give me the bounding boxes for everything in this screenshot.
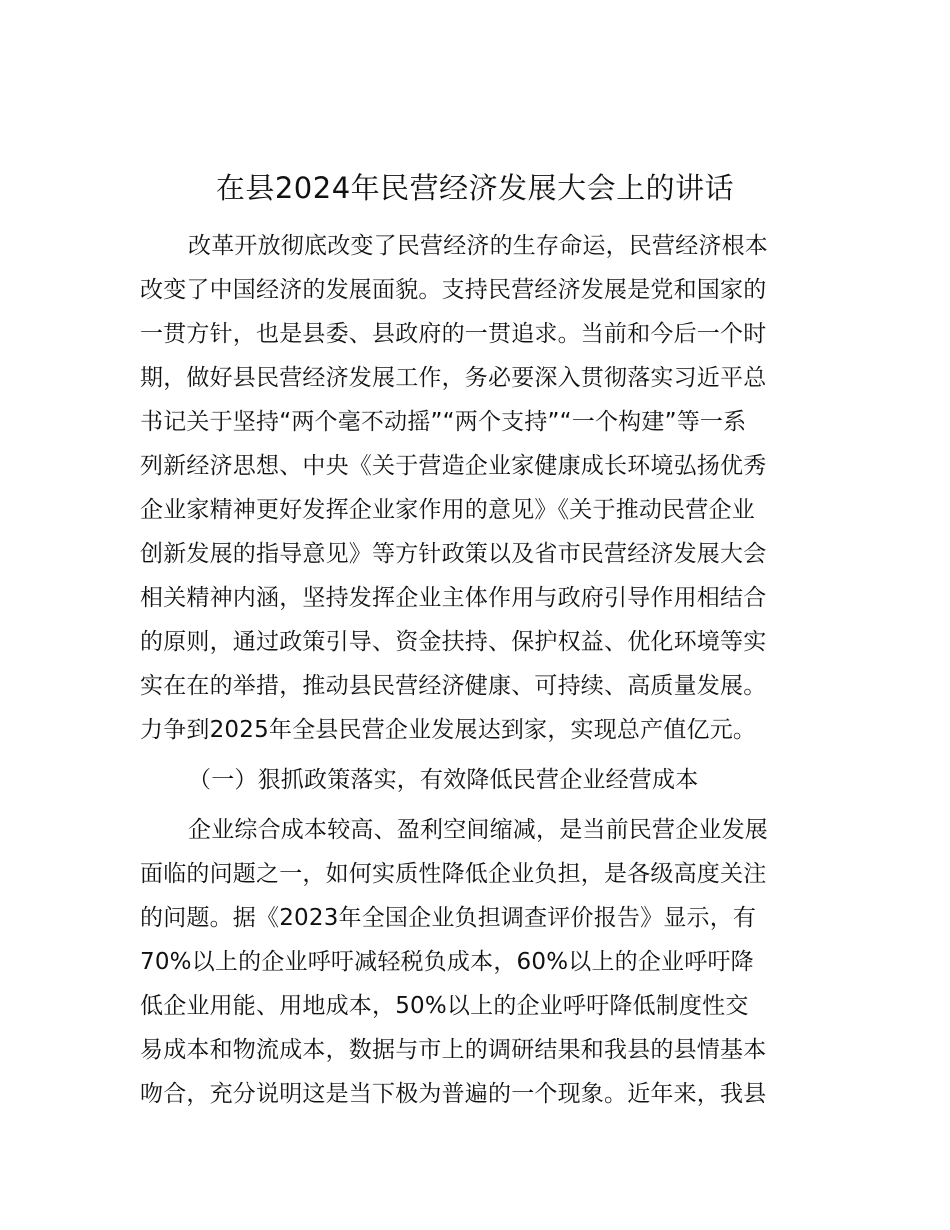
paragraph-2-line-6: 易成本和物流成本，数据与市上的调研结果和我县的县情基本 <box>140 1037 767 1063</box>
paragraph-1-line-4: 期，做好县民营经济发展工作，务必要深入贯彻落实习近平总 <box>140 365 767 391</box>
paragraph-1-line-3: 一贯方针，也是县委、县政府的一贯追求。当前和今后一个时 <box>140 321 767 347</box>
paragraph-2-line-7: 吻合，充分说明这是当下极为普遍的一个现象。近年来，我县 <box>140 1081 767 1107</box>
paragraph-2-line-4: 70%以上的企业呼吁减轻税负成本，60%以上的企业呼吁降 <box>140 949 754 975</box>
paragraph-1-line-2: 改变了中国经济的发展面貌。支持民营经济发展是党和国家的 <box>140 277 767 303</box>
paragraph-1-line-6: 列新经济思想、中央《关于营造企业家健康成长环境弘扬优秀 <box>140 453 767 479</box>
document-body <box>140 224 820 1116</box>
paragraph-2-line-1: 企业综合成本较高、盈利空间缩减，是当前民营企业发展 <box>188 817 768 843</box>
paragraph-1-line-1: 改革开放彻底改变了民营经济的生存命运，民营经济根本 <box>188 233 768 259</box>
paragraph-1-line-10: 的原则，通过政策引导、资金扶持、保护权益、优化环境等实 <box>140 629 767 655</box>
paragraph-1-line-7: 企业家精神更好发挥企业家作用的意见》《关于推动民营企业 <box>140 497 755 523</box>
paragraph-1-line-9: 相关精神内涵，坚持发挥企业主体作用与政府引导作用相结合 <box>140 585 767 611</box>
paragraph-2-line-2: 面临的问题之一，如何实质性降低企业负担，是各级高度关注 <box>140 861 767 887</box>
document-title: 在县2024年民营经济发展大会上的讲话 <box>215 171 735 205</box>
paragraph-1-line-11: 实在在的举措，推动县民营经济健康、可持续、高质量发展。 <box>140 673 767 699</box>
paragraph-1-line-8: 创新发展的指导意见》等方针政策以及省市民营经济发展大会 <box>140 541 767 567</box>
paragraph-1-line-5: 书记关于坚持“两个毫不动摇”“两个支持”“一个构建”等一系 <box>140 409 747 435</box>
paragraph-2-line-5: 低企业用能、用地成本，50%以上的企业呼吁降低制度性交 <box>140 993 749 1019</box>
paragraph-1-line-12: 力争到2025年全县民营企业发展达到家，实现总产值亿元。 <box>140 717 757 743</box>
paragraph-2-line-3: 的问题。据《2023年全国企业负担调查评价报告》显示，有 <box>140 905 757 931</box>
section-heading-1: （一）狠抓政策落实，有效降低民营企业经营成本 <box>188 767 699 793</box>
